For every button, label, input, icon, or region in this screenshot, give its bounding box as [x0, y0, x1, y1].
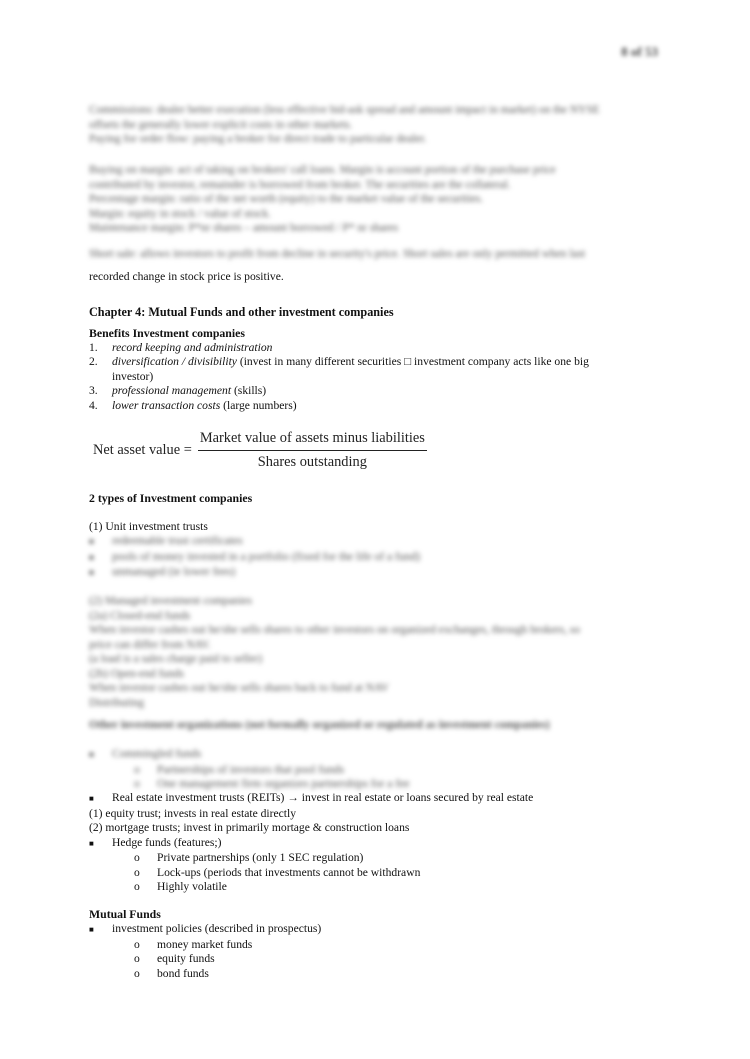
- list-item: o Lock-ups (periods that investments cannot be withdrawn: [134, 865, 421, 879]
- text-line: (2) Managed investment companies: [89, 595, 252, 607]
- benefits-heading: Benefits Investment companies: [89, 326, 245, 340]
- circle-bullet-icon: o: [134, 865, 140, 879]
- list-item: o Private partnerships (only 1 SEC regulation): [134, 851, 364, 864]
- circle-bullet-icon: o: [134, 966, 140, 980]
- reits-section: [89, 791, 649, 895]
- list-item: ■ investment policies (described in prospectus): [89, 922, 649, 938]
- types-heading: 2 types of Investment companies: [89, 491, 253, 505]
- list-item: ■ Commingled funds: [89, 747, 649, 763]
- blurred-managed-companies: [89, 594, 659, 710]
- text-line: Margin: equity in stock / value of stock.: [89, 207, 272, 220]
- mutual-funds-heading: Mutual Funds: [89, 907, 161, 921]
- text-line: When investor cashes out he/she sells shares back to fund at NAV: [89, 682, 389, 694]
- nav-formula: [93, 430, 427, 471]
- list-item: ■ unmanaged (ie lower fees): [89, 565, 649, 581]
- list-item: investor): [112, 369, 154, 383]
- formula-numerator: Market value of assets minus liabilities: [198, 430, 427, 451]
- text-line: contributed by investor, remainder is borrowed from broker. The securities are the collateral.: [89, 178, 511, 191]
- list-item: ■ Real estate investment trusts (REITs) → invest in real estate or loans secured by real estate: [89, 791, 649, 807]
- circle-bullet-icon: o: [134, 777, 140, 790]
- text-line: Paying for order flow: paying a broker for direct trade to particular dealer.: [89, 133, 427, 145]
- short-sale-continuation: recorded change in stock price is positive.: [89, 270, 284, 283]
- bullet-icon: ■: [89, 838, 94, 848]
- circle-bullet-icon: o: [134, 937, 140, 951]
- blurred-commingled: [89, 747, 649, 792]
- bullet-icon: ■: [89, 552, 94, 562]
- text-line: (2b) Open-end funds: [89, 667, 184, 680]
- circle-bullet-icon: o: [134, 952, 140, 965]
- list-item: 1. record keeping and administration: [89, 340, 273, 354]
- text-line: Other investment organizations (not formally organized or regulated as investment companies): [89, 719, 550, 731]
- blurred-paragraph-margin: [89, 163, 659, 236]
- formula-denominator: Shares outstanding: [257, 454, 367, 470]
- list-item: ■ Hedge funds (features;): [89, 836, 649, 852]
- circle-bullet-icon: o: [134, 880, 140, 893]
- unit-trusts-heading: (1) Unit investment trusts: [89, 520, 208, 533]
- chapter-title: Chapter 4: Mutual Funds and other investment companies: [89, 305, 394, 319]
- blurred-paragraph-commissions: [89, 103, 659, 147]
- page-number: 8 of 53: [621, 44, 658, 59]
- text-line: offsets the generally lower explicit costs in other markets.: [89, 118, 353, 131]
- blurred-other-organizations: [89, 718, 659, 733]
- text-line: Short sale: allows investors to profit from decline in security's price. Short sales are only permitted when last: [89, 248, 586, 260]
- text-line: (a load is a sales charge paid to seller): [89, 653, 263, 665]
- bullet-icon: ■: [89, 925, 94, 934]
- bullet-icon: ■: [89, 750, 94, 759]
- text-line: price can differ from NAV.: [89, 638, 211, 651]
- text-line: Buying on margin: act of taking on brokers' call loans. Margin is account portion of the purchase price: [89, 164, 556, 176]
- text-line: Commissions: dealer better execution (less effective bid-ask spread and amount impact in market) on the NYSE: [89, 104, 600, 116]
- benefits-list: [89, 341, 659, 414]
- mutual-funds-section: [89, 922, 649, 981]
- list-item: o money market funds: [134, 937, 253, 951]
- bullet-icon: ■: [89, 537, 94, 546]
- list-item: 2. diversification / divisibility (invest in many different securities □ investment company acts like one big: [89, 355, 589, 368]
- text-line: (2a) Closed-end funds: [89, 609, 191, 622]
- list-item: ■ redeemable trust certificates: [89, 534, 649, 550]
- reit-line-equity: (1) equity trust; invests in real estate directly: [89, 806, 297, 820]
- list-item: o Partnerships of investors that pool funds: [134, 762, 345, 776]
- formula-lhs: Net asset value =: [93, 442, 192, 458]
- text-line: Maintenance margin: P*nr shares – amount borrowed / P* nr shares: [89, 222, 399, 234]
- list-item: 4. lower transaction costs (large numbers): [89, 398, 297, 412]
- text-line: Distributing: [89, 696, 145, 709]
- list-item: o Highly volatile: [134, 880, 227, 893]
- bullet-icon: ■: [89, 568, 94, 577]
- text-line: Percentage margin: ratio of the net worth (equity) to the market value of the securities.: [89, 193, 484, 205]
- circle-bullet-icon: o: [134, 851, 140, 864]
- reit-line-mortgage: (2) mortgage trusts; invest in primarily mortage & construction loans: [89, 821, 410, 834]
- circle-bullet-icon: o: [134, 762, 140, 776]
- blurred-paragraph-short-sale: [89, 247, 659, 262]
- formula-fraction: [198, 430, 427, 471]
- list-item: o equity funds: [134, 952, 215, 965]
- list-item: o bond funds: [134, 966, 209, 980]
- bullet-icon: ■: [89, 794, 94, 803]
- list-item: o One management firm organizes partnerships for a fee: [134, 777, 410, 790]
- benefits-section: [89, 326, 659, 413]
- list-item: ■ pools of money invested in a portfolio (fixed for the life of a fund): [89, 550, 649, 566]
- list-item: 3. professional management (skills): [89, 384, 267, 397]
- blurred-unit-bullets: [89, 534, 649, 581]
- text-line: When investor cashes out he/she sells shares to other investors on organized exchanges, through brokers, so: [89, 624, 581, 636]
